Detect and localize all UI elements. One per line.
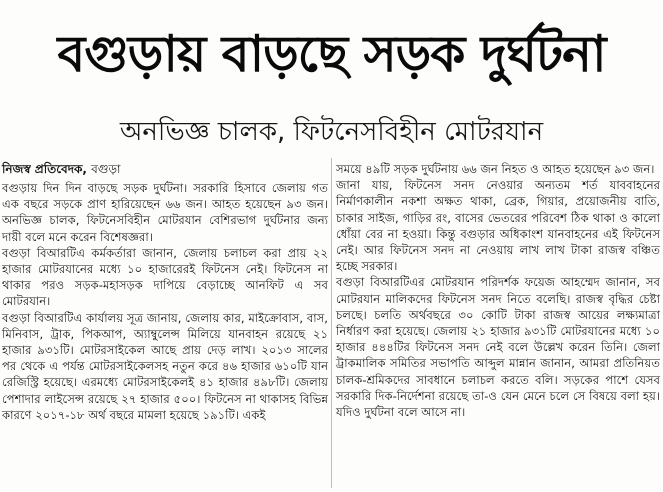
byline-location: বগুড়া (91, 162, 121, 176)
article-paragraph: জানা যায়, ফিটনেস সনদ নেওয়ার অন্যতম শর্ত যাববাহনের নির্মাণকালীন নকশা অক্ষত থাকা, ব্রেক, গিয়ার, প্রয়োজনীয় বাতি, চাকার সাইজ, গাড়ির রং, বাসের ভেতরের পরিবেশ ঠিক থাকা ও কালো ধোঁয়া বের না হওয়া। কিন্তু বগুড়ার অধিকাংশ যানবাহনের এই ফিটনেস নেই। আর ফিটনেস সনদ না নেওয়ায় লাখ লাখ টাকা রাজস্ব বঞ্চিত হচ্ছে সরকার। (336, 178, 660, 274)
article-paragraph: বগুড়ায় দিন দিন বাড়ছে সড়ক দুর্ঘটনা। সরকারি হিসাবে জেলায় গত এক বছরে সড়কে প্রাণ হারিয়েছেন ৬৬ জন। আহত হয়েছেন ৯৩ জন। অনভিজ্ঞ চালক, ফিটনেসবিহীন মোটরযান বেশিরভাগ দুর্ঘটনার জন্য দায়ী বলে মনে করেন বিশেষজ্ঞরা। (2, 181, 328, 244)
article-paragraph: বগুড়া বিআরটিএ কর্মকর্তারা জানান, জেলায় চলাচল করা প্রায় ২২ হাজার মোটরযানের মধ্যে ১০ হাজারেরই ফিটনেস নেই। ফিটনেস না থাকার পরও সড়ক-মহাসড়ক দাপিয়ে বেড়াচ্ছে আনফিট এ সব মোটরযান। (2, 245, 328, 309)
article-paragraph: বগুড়া বিআরটিএর মোটরযান পরিদর্শক ফয়েজ আহম্মেদ জানান, সব মোটরযান মালিকদের ফিটনেস সনদ নিতে বলেছি। রাজস্ব বৃদ্ধির চেষ্টা চলছে। চলতি অর্থবছরে ৩০ কোটি টাকা রাজস্ব আয়ের লক্ষ্যমাত্রা নির্ধারণ করা হয়েছে। জেলায় ২১ হাজার ৯৩১টি মোটরযানের মধ্যে ১০ হাজার ৪৪৪টির ফিটনেস সনদ নেই বলে উল্লেখ করেন তিনি। জেলা ট্রাকমালিক সমিতির সভাপতি আব্দুল মান্নান জানান, আমরা প্রতিনিয়ত চালক-শ্রমিকদের সাবধানে চলাচল করতে বলি। সড়কের পাশে যেসব সরকারি দিক-নির্দেশনা রয়েছে তা-ও যেন মেনে চলে সে বিষয়ে বলা হয়। যদিও দুর্ঘটনা বলে আসে না। (336, 275, 660, 420)
article-paragraph: সময়ে ৪৯টি সড়ক দুর্ঘটনায় ৬৬ জন নিহত ও আহত হয়েছেন ৯৩ জন। (336, 162, 655, 176)
headline: বগুড়ায় বাড়ছে সড়ক দুর্ঘটনা (57, 25, 606, 83)
subheadline: অনভিজ্ঞ চালক, ফিটনেসবিহীন মোটরযান (119, 117, 544, 147)
article-column-left (2, 161, 328, 423)
article-paragraph: বগুড়া বিআরটিএ কার্যালয় সূত্র জানায়, জেলায় কার, মাইক্রোবাস, বাস, মিনিবাস, ট্রাক, পিকআপ, অ্যাম্বুলেন্স মিলিয়ে যানবাহন রয়েছে ২১ হাজার ৯৩১টি। মোটরসাইকেল আছে প্রায় দেড় লাখ। ২০১৩ সালের পর থেকে এ পর্যন্ত মোটরসাইকেলসহ নতুন করে ৪৬ হাজার ৬১০টি যান রেজিস্ট্রি হয়েছে। এরমধ্যে মোটরসাইকেলই ৪১ হাজার ৪৯৮টি। জেলায় পেশাদার লাইসেন্স রয়েছে ২৭ হাজার ৫০০। ফিটনেস না থাকাসহ বিভিন্ন কারণে ২০১৭-১৮ অর্থ বছরে মামলা হয়েছে ১৯১টি। একই (2, 310, 328, 422)
article-column-right (336, 161, 660, 420)
byline-reporter: নিজস্ব প্রতিবেদক, (2, 162, 87, 176)
column-divider (331, 158, 332, 488)
byline (2, 161, 328, 178)
